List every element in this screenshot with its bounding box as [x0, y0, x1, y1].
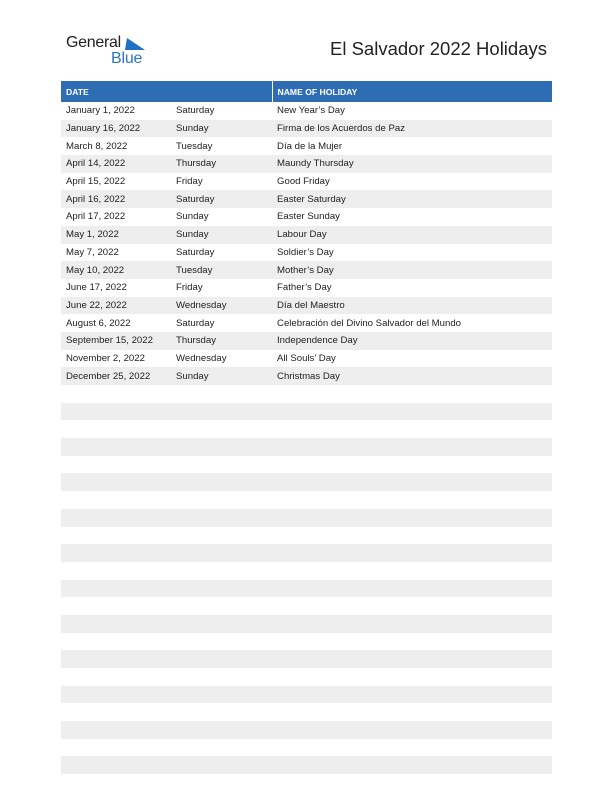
table-row: [61, 615, 552, 633]
table-row: [61, 420, 552, 438]
logo-word-blue: Blue: [111, 50, 143, 67]
holiday-weekday: [171, 509, 272, 527]
holiday-name: [272, 721, 552, 739]
holiday-name: Mother’s Day: [272, 261, 552, 279]
holiday-name: [272, 438, 552, 456]
holiday-weekday: [171, 615, 272, 633]
holiday-weekday: [171, 473, 272, 491]
holiday-name: [272, 403, 552, 421]
holiday-name: [272, 527, 552, 545]
holiday-weekday: [171, 739, 272, 757]
holiday-name: [272, 597, 552, 615]
holiday-name: [272, 509, 552, 527]
table-row: [61, 544, 552, 562]
table-row: [61, 703, 552, 721]
table-row: [61, 686, 552, 704]
holiday-date: [61, 703, 171, 721]
table-row: [61, 509, 552, 527]
holiday-date: January 16, 2022: [61, 120, 171, 138]
logo-word-general: General: [66, 34, 121, 51]
holiday-weekday: [171, 403, 272, 421]
holiday-weekday: Wednesday: [171, 297, 272, 315]
table-row: [61, 297, 552, 315]
holiday-date: June 22, 2022: [61, 297, 171, 315]
holiday-weekday: Sunday: [171, 367, 272, 385]
holiday-weekday: Friday: [176, 176, 203, 188]
holiday-date: August 6, 2022: [66, 317, 131, 329]
holiday-weekday: Thursday: [171, 155, 272, 173]
holiday-date: [61, 633, 171, 651]
table-row: [61, 650, 552, 668]
holiday-date: December 25, 2022: [61, 367, 171, 385]
holiday-name: Maundy Thursday: [272, 155, 552, 173]
holiday-weekday: [171, 633, 272, 651]
table-row: [61, 739, 552, 757]
holiday-date: March 8, 2022: [66, 140, 128, 152]
table-row: [61, 456, 552, 474]
logo-triangle-icon: [125, 38, 145, 50]
holiday-date: January 1, 2022: [66, 105, 135, 117]
table-row: [61, 190, 552, 208]
table-row: [61, 756, 552, 774]
holiday-name: [272, 491, 552, 509]
holiday-date: [61, 385, 171, 403]
holiday-weekday: [171, 527, 272, 545]
holiday-weekday: [171, 686, 272, 704]
holiday-date: [61, 438, 171, 456]
holiday-date: April 15, 2022: [66, 176, 126, 188]
holiday-name: [272, 544, 552, 562]
holiday-name: Celebración del Divino Salvador del Mundo: [277, 317, 462, 329]
table-row: [61, 155, 552, 173]
table-row: [61, 491, 552, 509]
holiday-date: [61, 403, 171, 421]
holiday-name: [272, 633, 552, 651]
table-row: [61, 597, 552, 615]
table-row: [61, 173, 552, 191]
holiday-name: [272, 420, 552, 438]
holiday-date: [61, 739, 171, 757]
column-header-date: DATE: [61, 81, 272, 102]
holiday-name: Christmas Day: [272, 367, 552, 385]
table-row: [61, 137, 552, 155]
holiday-weekday: [171, 420, 272, 438]
holiday-name: Día de la Mujer: [277, 140, 343, 152]
table-row: [61, 332, 552, 350]
holiday-weekday: [171, 456, 272, 474]
holiday-date: [61, 756, 171, 774]
table-row: [61, 350, 552, 368]
holiday-name: [272, 703, 552, 721]
holiday-date: [61, 456, 171, 474]
table-row: [61, 261, 552, 279]
holiday-date: [61, 580, 171, 598]
holiday-date: June 17, 2022: [66, 282, 127, 294]
holiday-name: [272, 668, 552, 686]
holiday-weekday: Sunday: [171, 120, 272, 138]
table-row: [61, 244, 552, 262]
table-row: [61, 102, 552, 120]
table-row: [61, 721, 552, 739]
holiday-name: Soldier’s Day: [277, 246, 334, 258]
logo: [66, 34, 156, 68]
table-row: [61, 473, 552, 491]
holiday-weekday: [171, 491, 272, 509]
holiday-date: [61, 562, 171, 580]
holiday-date: [61, 668, 171, 686]
holiday-name: [272, 473, 552, 491]
holiday-name: [272, 562, 552, 580]
holiday-date: [61, 721, 171, 739]
holiday-name: Independence Day: [272, 332, 552, 350]
holiday-weekday: Tuesday: [176, 140, 213, 152]
holiday-table: [61, 81, 552, 774]
holiday-weekday: Saturday: [171, 190, 272, 208]
holiday-date: [61, 686, 171, 704]
table-row: [61, 226, 552, 244]
holiday-date: September 15, 2022: [61, 332, 171, 350]
holiday-name: [272, 756, 552, 774]
holiday-date: April 14, 2022: [61, 155, 171, 173]
table-row: [61, 403, 552, 421]
holiday-weekday: [171, 650, 272, 668]
holiday-name: [272, 615, 552, 633]
holiday-name: Good Friday: [277, 176, 330, 188]
holiday-name: Firma de los Acuerdos de Paz: [272, 120, 552, 138]
holiday-date: [61, 615, 171, 633]
holiday-weekday: Saturday: [176, 105, 215, 117]
table-row: [61, 438, 552, 456]
holiday-date: [61, 491, 171, 509]
holiday-weekday: Sunday: [176, 211, 209, 223]
holiday-name: Easter Saturday: [272, 190, 552, 208]
holiday-name: New Year’s Day: [277, 105, 345, 117]
holiday-weekday: Saturday: [176, 317, 215, 329]
holiday-weekday: [171, 385, 272, 403]
holiday-weekday: [171, 597, 272, 615]
holiday-name: [272, 456, 552, 474]
holiday-name: All Souls’ Day: [277, 352, 336, 364]
table-row: [61, 314, 552, 332]
holiday-weekday: Sunday: [171, 226, 272, 244]
column-header-name: NAME OF HOLIDAY: [272, 81, 552, 102]
table-header-row: [61, 81, 552, 102]
table-row: [61, 668, 552, 686]
holiday-date: April 17, 2022: [66, 211, 126, 223]
holiday-date: [61, 597, 171, 615]
page-title: El Salvador 2022 Holidays: [330, 38, 547, 59]
table-row: [61, 279, 552, 297]
holiday-date: May 7, 2022: [66, 246, 119, 258]
holiday-name: Labour Day: [272, 226, 552, 244]
holiday-date: April 16, 2022: [61, 190, 171, 208]
holiday-name: [272, 686, 552, 704]
holiday-weekday: [171, 721, 272, 739]
table-row: [61, 562, 552, 580]
holiday-weekday: [171, 580, 272, 598]
holiday-date: [61, 420, 171, 438]
holiday-name: Día del Maestro: [272, 297, 552, 315]
table-body: [61, 102, 552, 774]
holiday-date: [61, 473, 171, 491]
holiday-date: [61, 509, 171, 527]
holiday-weekday: Tuesday: [171, 261, 272, 279]
table-row: [61, 633, 552, 651]
holiday-name: [272, 650, 552, 668]
holiday-weekday: [171, 756, 272, 774]
holiday-date: [61, 527, 171, 545]
holiday-weekday: Wednesday: [176, 352, 227, 364]
holiday-date: [61, 544, 171, 562]
holiday-weekday: [171, 544, 272, 562]
table-row: [61, 385, 552, 403]
holiday-weekday: [171, 668, 272, 686]
holiday-name: [272, 739, 552, 757]
table-row: [61, 208, 552, 226]
holiday-name: [272, 385, 552, 403]
holiday-weekday: Saturday: [176, 246, 215, 258]
holiday-weekday: [171, 703, 272, 721]
holiday-name: Easter Sunday: [277, 211, 340, 223]
holiday-date: [61, 650, 171, 668]
holiday-date: May 1, 2022: [61, 226, 171, 244]
holiday-date: November 2, 2022: [66, 352, 145, 364]
table-row: [61, 580, 552, 598]
holiday-name: Father’s Day: [277, 282, 332, 294]
table-row: [61, 367, 552, 385]
holiday-weekday: Friday: [176, 282, 203, 294]
table-row: [61, 120, 552, 138]
holiday-weekday: [171, 562, 272, 580]
holiday-date: May 10, 2022: [61, 261, 171, 279]
holiday-name: [272, 580, 552, 598]
holiday-weekday: Thursday: [171, 332, 272, 350]
holiday-weekday: [171, 438, 272, 456]
table-row: [61, 527, 552, 545]
